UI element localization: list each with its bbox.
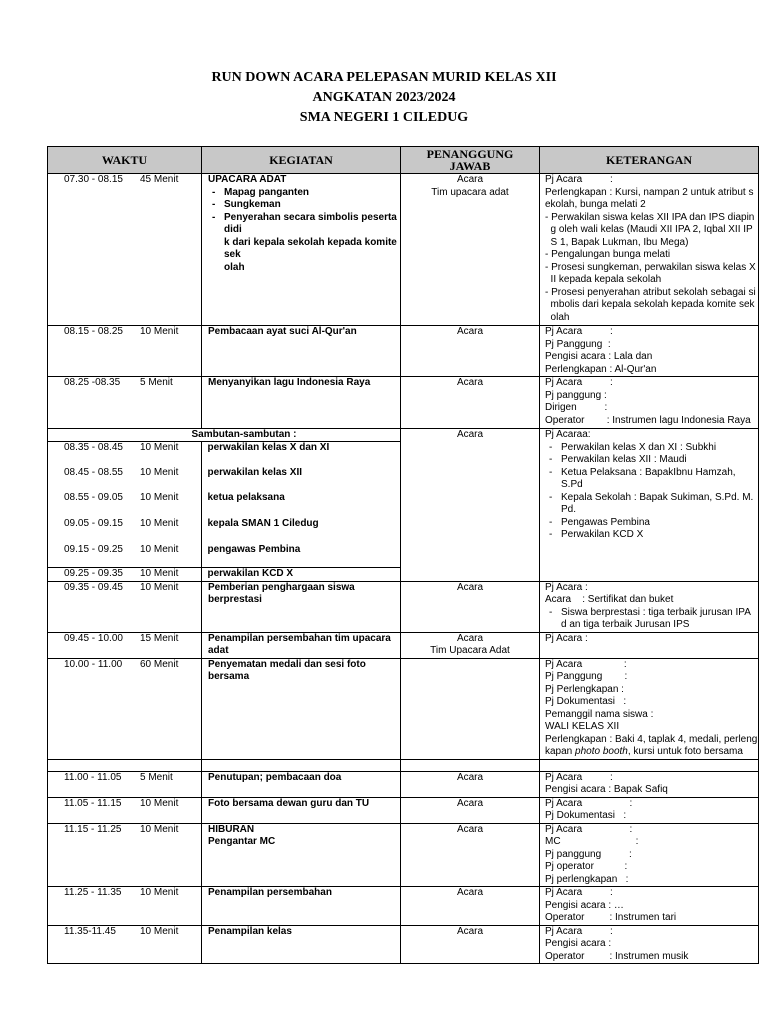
- header-waktu: WAKTU: [48, 147, 202, 174]
- school-name: SMA NEGERI 1 CILEDUG: [299, 110, 469, 125]
- cell-penanggung-jawab: Acara: [401, 823, 540, 887]
- cell-waktu: [48, 925, 202, 964]
- cell-penanggung-jawab: Acara: [401, 429, 540, 582]
- sambutan-subtable: [48, 441, 400, 581]
- cell-penanggung-jawab: [401, 658, 540, 759]
- header-penanggung-jawab: PENANGGUNG JAWAB: [401, 147, 540, 174]
- duration-value: 5 Menit: [140, 771, 173, 783]
- time-value: 09.25 - 09.35: [64, 568, 123, 579]
- document-title: RUN DOWN ACARA PELEPASAN MURID KELAS XII: [211, 70, 557, 85]
- cell-kegiatan: perwakilan kelas X dan XI: [201, 442, 400, 467]
- list-item: - Penyerahan secara simbolis peserta didi: [212, 211, 397, 235]
- table-row: [48, 925, 759, 964]
- rundown-table: [47, 146, 759, 964]
- duration-value: 5 Menit: [140, 377, 173, 388]
- time-value: 09.45 - 10.00: [64, 632, 123, 644]
- cell-keterangan: Pj Acara : Pj panggung : Dirigen : Operator : Instrumen lagu Indonesia Raya: [540, 377, 759, 429]
- list-item: - Mapag panganten: [212, 186, 310, 198]
- cell-kegiatan: Penutupan; pembacaan doa: [202, 771, 401, 797]
- list-item: - Perwakilan KCD X: [549, 529, 644, 540]
- cell-sambutan: [48, 429, 401, 582]
- cell-keterangan: Pj Acara : Pj Dokumentasi :: [540, 797, 759, 823]
- list-item: - Sungkeman: [212, 199, 281, 210]
- duration-value: 10 Menit: [140, 823, 179, 835]
- duration-value: 10 Menit: [140, 925, 179, 937]
- cell-kegiatan: Penampilan persembahan tim upacara adat: [202, 632, 401, 658]
- time-value: 10.00 - 11.00: [64, 658, 123, 670]
- cell-waktu: [48, 326, 202, 377]
- cell-kegiatan: Menyanyikan lagu Indonesia Raya: [202, 377, 401, 429]
- cell-kegiatan: perwakilan KCD X: [201, 568, 400, 581]
- duration-value: 10 Menit: [140, 326, 179, 337]
- cell-keterangan: Pj Acara : Perlengkapan : Kursi, nampan 2 untuk atribut s ekolah, bunga melati 2 - Perwakilan siswa kelas XII IPA dan IPS diapin g oleh wali kelas (Maudi XII IPA 2, Iqbal XII IP S 1, Bapak Lukman, Ibu Mega) - Pengalungan bunga melati - Prosesi sungkeman, perwakilan siswa kelas X II kepada kepala sekolah - Prosesi penyerahan atribut sekolah sebagai si mbolis dari kepala sekolah kepada komite sek olah: [540, 174, 759, 326]
- table-header-row: [48, 147, 759, 174]
- table-row: [48, 887, 759, 926]
- duration-value: 10 Menit: [140, 887, 179, 898]
- list-item-continuation: olah: [224, 261, 245, 273]
- cell-kegiatan: Penampilan kelas: [202, 925, 401, 964]
- table-row: [48, 492, 400, 518]
- cell-keterangan: Pj Acara :: [540, 632, 759, 658]
- cell-waktu: [48, 823, 202, 887]
- cell-penanggung-jawab: Acara: [401, 925, 540, 964]
- cell-penanggung-jawab: Acara Tim Upacara Adat: [401, 632, 540, 658]
- cell-keterangan: Pj Acara : Pj Panggung : Pengisi acara : Lala dan Perlengkapan : Al-Qur'an: [540, 326, 759, 377]
- cell-kegiatan: [202, 174, 401, 326]
- time-value: 11.15 - 11.25: [64, 823, 122, 835]
- cell-penanggung-jawab: Acara: [401, 797, 540, 823]
- list-item: - Perwakilan kelas X dan XI : Subkhi: [549, 441, 717, 453]
- time-value: 09.35 - 09.45: [64, 581, 123, 593]
- table-row: [48, 581, 759, 632]
- cell-keterangan: Pj Acaraa: - Perwakilan kelas X dan XI : Subkhi - Perwakilan kelas XII : Maudi - Ketua Pelaksana : BapakIbnu Hamzah, S.Pd - Kepala Sekolah : Bapak Sukiman, S.Pd. M. Pd. - Pengawas Pembina - Perwakilan KCD X: [540, 429, 759, 582]
- document-subtitle: ANGKATAN 2023/2024: [312, 90, 456, 105]
- cell-waktu: [48, 658, 202, 759]
- cell-waktu: [48, 771, 202, 797]
- cell-keterangan: Pj Acara : MC : Pj panggung : Pj operator : Pj perlengkapan :: [540, 823, 759, 887]
- cell-keterangan: Pj Acara : Pj Panggung : Pj Perlengkapan : Pj Dokumentasi : Pemanggil nama siswa : WALI KELAS XII Perlengkapan : Baki 4, taplak 4, medali, perleng kapan photo booth, kursi untuk foto bersama: [540, 658, 759, 759]
- cell-keterangan: Pj Acara : Acara : Sertifikat dan buket - Siswa berprestasi : tiga terbaik jurusan IPA d an tiga terbaik Jurusan IPS: [540, 581, 759, 632]
- cell-penanggung-jawab: Acara: [401, 887, 540, 926]
- time-value: 09.05 - 09.15: [64, 517, 123, 529]
- cell-waktu: [48, 797, 202, 823]
- list-item: - Pengawas Pembina: [549, 516, 650, 528]
- duration-value: 10 Menit: [140, 466, 179, 478]
- table-row-empty: [48, 759, 759, 771]
- cell-keterangan: Pj Acara : Pengisi acara : Bapak Safiq: [540, 771, 759, 797]
- duration-value: 10 Menit: [140, 568, 179, 579]
- time-value: 08.35 - 08.45: [64, 442, 123, 453]
- table-row: [48, 632, 759, 658]
- cell-keterangan: Pj Acara : Pengisi acara : … Operator : Instrumen tari: [540, 887, 759, 926]
- cell-waktu: [48, 377, 202, 429]
- cell-kegiatan: Pemberian penghargaan siswa berprestasi: [202, 581, 401, 632]
- time-value: 08.15 - 08.25: [64, 326, 123, 337]
- table-row: [48, 544, 400, 568]
- table-row: [48, 797, 759, 823]
- cell-kegiatan: perwakilan kelas XII: [201, 467, 400, 492]
- cell-kegiatan: Penyematan medali dan sesi foto bersama: [202, 658, 401, 759]
- cell-penanggung-jawab: Acara: [401, 326, 540, 377]
- header-keterangan: KETERANGAN: [540, 147, 759, 174]
- cell-kegiatan: Foto bersama dewan guru dan TU: [202, 797, 401, 823]
- duration-value: 10 Menit: [140, 517, 179, 529]
- list-item: - Siswa berprestasi : tiga terbaik jurusan IPA d an tiga terbaik Jurusan IPS: [549, 606, 751, 630]
- list-item: - Kepala Sekolah : Bapak Sukiman, S.Pd. M. Pd.: [549, 491, 754, 515]
- cell-penanggung-jawab: Acara: [401, 581, 540, 632]
- cell-waktu: [48, 581, 202, 632]
- duration-value: 45 Menit: [140, 174, 179, 185]
- duration-value: 60 Menit: [140, 658, 179, 670]
- cell-waktu: [48, 887, 202, 926]
- time-value: 11.00 - 11.05: [64, 771, 122, 783]
- table-row: [48, 377, 759, 429]
- time-value: 11.35-11.45: [64, 925, 116, 937]
- table-row: [48, 518, 400, 544]
- time-value: 09.15 - 09.25: [64, 543, 123, 555]
- activity-title: UPACARA ADAT: [208, 174, 287, 185]
- table-row: [48, 823, 759, 887]
- cell-keterangan: Pj Acara : Pengisi acara : Operator : Instrumen musik: [540, 925, 759, 964]
- time-value: 11.25 - 11.35: [64, 887, 122, 898]
- cell-penanggung-jawab: Acara: [401, 377, 540, 429]
- cell-kegiatan: HIBURAN Pengantar MC: [202, 823, 401, 887]
- cell-kegiatan: Pembacaan ayat suci Al-Qur'an: [202, 326, 401, 377]
- time-value: 07.30 - 08.15: [64, 174, 123, 185]
- table-row: [48, 174, 759, 326]
- cell-kegiatan: pengawas Pembina: [201, 544, 400, 568]
- time-value: 08.45 - 08.55: [64, 466, 123, 478]
- cell-waktu: [48, 174, 202, 326]
- duration-value: 10 Menit: [140, 442, 179, 453]
- cell-penanggung-jawab: Acara: [401, 771, 540, 797]
- cell-kegiatan: Penampilan persembahan: [202, 887, 401, 926]
- table-row: [48, 442, 400, 467]
- duration-value: 10 Menit: [140, 543, 179, 555]
- list-item: - Ketua Pelaksana : BapakIbnu Hamzah, S.Pd: [549, 466, 736, 490]
- duration-value: 15 Menit: [140, 632, 179, 644]
- duration-value: 10 Menit: [140, 491, 179, 503]
- cell-kegiatan: ketua pelaksana: [201, 492, 400, 518]
- table-row: [48, 568, 400, 581]
- time-value: 11.05 - 11.15: [64, 797, 122, 809]
- cell-waktu: [48, 632, 202, 658]
- table-row: [48, 326, 759, 377]
- sambutan-heading: Sambutan-sambutan :: [191, 429, 297, 440]
- cell-penanggung-jawab: Acara Tim upacara adat: [401, 174, 540, 326]
- list-item-continuation: k dari kepala sekolah kepada komite sek: [224, 236, 397, 260]
- header-kegiatan: KEGIATAN: [202, 147, 401, 174]
- table-row: [48, 771, 759, 797]
- table-row: [48, 467, 400, 492]
- duration-value: 10 Menit: [140, 797, 179, 809]
- table-row: [48, 429, 759, 582]
- time-value: 08.25 -08.35: [64, 377, 121, 388]
- list-item: - Perwakilan kelas XII : Maudi: [549, 454, 687, 465]
- time-value: 08.55 - 09.05: [64, 491, 123, 503]
- cell-kegiatan: kepala SMAN 1 Ciledug: [201, 518, 400, 544]
- table-row: [48, 658, 759, 759]
- duration-value: 10 Menit: [140, 581, 179, 593]
